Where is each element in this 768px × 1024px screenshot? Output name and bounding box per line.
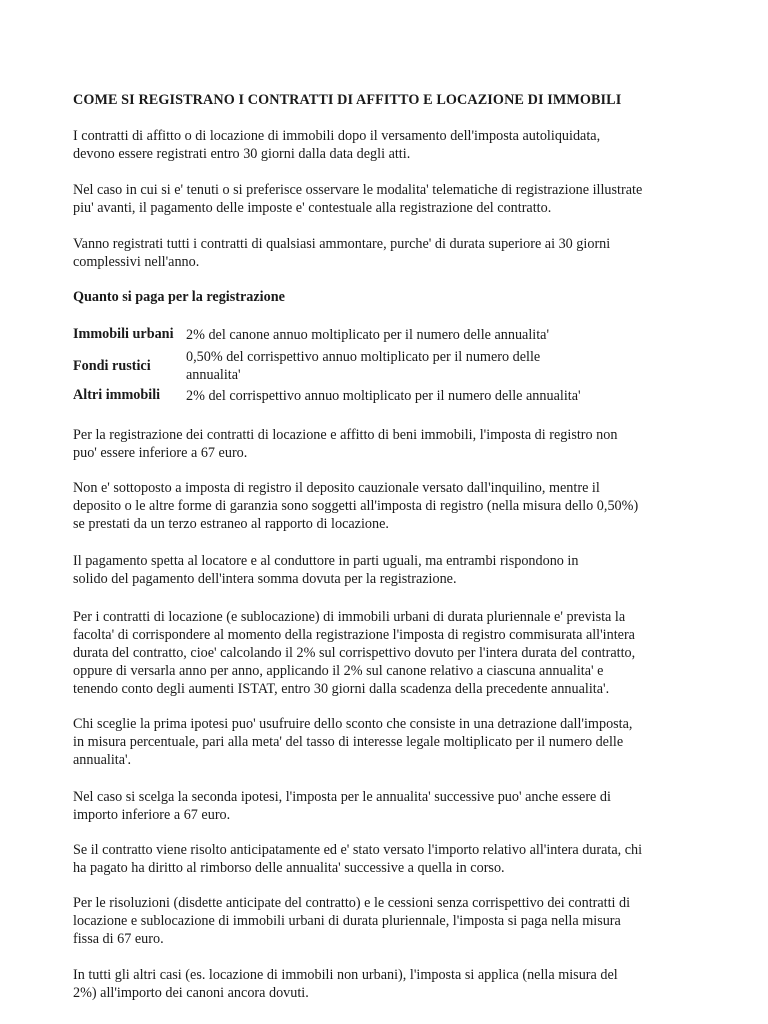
paragraph-line: in misura percentuale, pari alla meta' del tasso di interesse legale moltiplicato per il numero delle	[73, 734, 624, 750]
paragraph-line: facolta' di corrispondere al momento della registrazione l'imposta di registro commisurata all'intera	[73, 627, 635, 643]
paragraph-line: puo' essere inferiore a 67 euro.	[73, 445, 248, 461]
paragraph-line: annualita'.	[73, 752, 132, 768]
paragraph-1	[73, 127, 713, 163]
paragraph-7	[73, 608, 713, 698]
paragraph-line: Nel caso si scelga la seconda ipotesi, l'imposta per le annualita' successive puo' anche essere di	[73, 789, 611, 805]
paragraph-3	[73, 235, 713, 271]
rate-description-line: 0,50% del corrispettivo annuo moltiplicato per il numero delle	[186, 349, 541, 365]
paragraph-line: Per la registrazione dei contratti di locazione e affitto di beni immobili, l'imposta di registro non	[73, 427, 618, 443]
paragraph-11	[73, 894, 713, 948]
paragraph-line: locazione e sublocazione di immobili urbani di durata pluriennale, l'imposta si paga nella misura	[73, 913, 621, 929]
paragraph-line: fissa di 67 euro.	[73, 931, 164, 947]
paragraph-line: piu' avanti, il pagamento delle imposte e' contestuale alla registrazione del contratto.	[73, 200, 552, 216]
paragraph-5	[73, 479, 713, 533]
paragraph-line: Se il contratto viene risolto anticipatamente ed e' stato versato l'importo relativo all'intera durata, chi	[73, 842, 643, 858]
paragraph-line: Il pagamento spetta al locatore e al conduttore in parti uguali, ma entrambi rispondono in	[73, 553, 579, 569]
paragraph-line: se prestati da un terzo estraneo al rapporto di locazione.	[73, 516, 389, 532]
paragraph-line: importo inferiore a 67 euro.	[73, 807, 231, 823]
rate-label: Immobili urbani	[73, 326, 174, 342]
paragraph-line: durata del contratto, cioe' calcolando il 2% sul corrispettivo dovuto per l'intera durata del contratto,	[73, 645, 636, 661]
paragraph-6	[73, 552, 713, 588]
paragraph-line: Nel caso in cui si e' tenuti o si preferisce osservare le modalita' telematiche di registrazione illustrate	[73, 182, 643, 198]
paragraph-line: Per i contratti di locazione (e sublocazione) di immobili urbani di durata pluriennale e' prevista la	[73, 609, 626, 625]
paragraph-line: complessivi nell'anno.	[73, 254, 200, 270]
paragraph-line: tenendo conto degli aumenti ISTAT, entro 30 giorni dalla scadenza della precedente annualita'.	[73, 681, 610, 697]
paragraph-line: Vanno registrati tutti i contratti di qualsiasi ammontare, purche' di durata superiore ai 30 giorni	[73, 236, 611, 252]
rate-description	[186, 326, 606, 344]
rate-description-line: annualita'	[186, 367, 241, 383]
paragraph-12	[73, 966, 713, 1002]
rate-description-line: 2% del corrispettivo annuo moltiplicato per il numero delle annualita'	[186, 388, 581, 404]
rate-description-line: 2% del canone annuo moltiplicato per il numero delle annualita'	[186, 327, 550, 343]
paragraph-4	[73, 426, 713, 462]
paragraph-line: oppure di versarla anno per anno, applicando il 2% sul canone relativo a ciascuna annualita' e	[73, 663, 604, 679]
rate-label: Altri immobili	[73, 387, 161, 403]
paragraph-line: solido del pagamento dell'intera somma dovuta per la registrazione.	[73, 571, 457, 587]
rate-description	[186, 348, 606, 384]
paragraph-8	[73, 715, 713, 769]
paragraph-line: 2%) all'importo dei canoni ancora dovuti.	[73, 985, 309, 1001]
paragraph-line: Chi sceglie la prima ipotesi puo' usufruire dello sconto che consiste in una detrazione dall'imposta,	[73, 716, 633, 732]
section-subheading: Quanto si paga per la registrazione	[73, 289, 285, 305]
paragraph-line: Per le risoluzioni (disdette anticipate del contratto) e le cessioni senza corrispettivo dei contratti di	[73, 895, 631, 911]
paragraph-line: In tutti gli altri casi (es. locazione di immobili non urbani), l'imposta si applica (nella misura del	[73, 967, 618, 983]
paragraph-line: devono essere registrati entro 30 giorni dalla data degli atti.	[73, 146, 411, 162]
paragraph-line: deposito o le altre forme di garanzia sono soggetti all'imposta di registro (nella misura dello 0,50%)	[73, 498, 639, 514]
paragraph-2	[73, 181, 713, 217]
rate-label: Fondi rustici	[73, 358, 151, 374]
paragraph-line: Non e' sottoposto a imposta di registro il deposito cauzionale versato dall'inquilino, mentre il	[73, 480, 600, 496]
document-title: COME SI REGISTRANO I CONTRATTI DI AFFITTO E LOCAZIONE DI IMMOBILI	[73, 92, 622, 108]
paragraph-line: ha pagato ha diritto al rimborso delle annualita' successive a quella in corso.	[73, 860, 505, 876]
rate-description	[186, 387, 606, 405]
paragraph-9	[73, 788, 713, 824]
paragraph-line: I contratti di affitto o di locazione di immobili dopo il versamento dell'imposta autoliquidata,	[73, 128, 601, 144]
paragraph-10	[73, 841, 713, 877]
